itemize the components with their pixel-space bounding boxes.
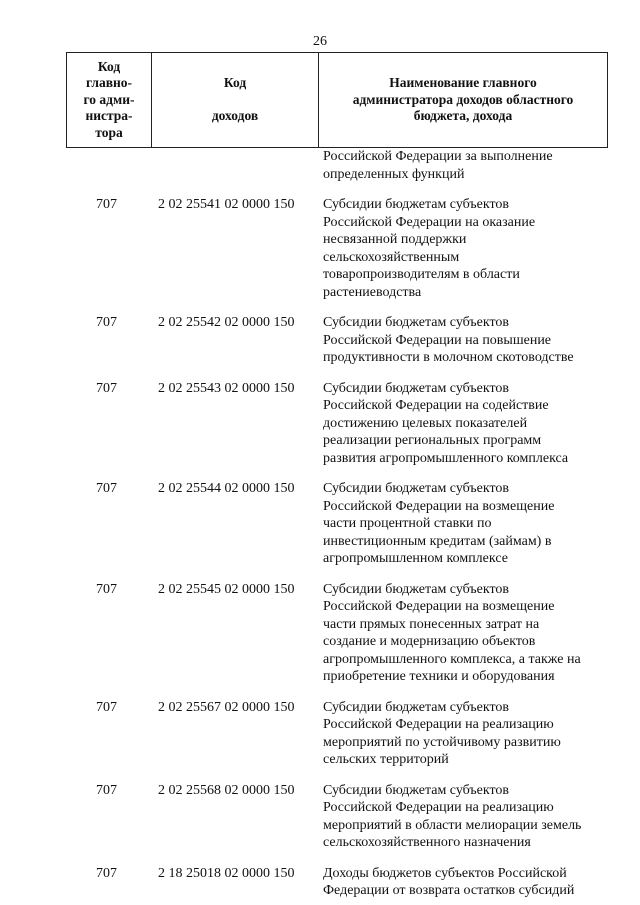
row-income-code: 2 02 25543 02 0000 150 <box>158 380 295 396</box>
row-admin-code: 707 <box>96 197 117 212</box>
header-cell-name <box>319 53 607 147</box>
table-row <box>66 865 608 900</box>
row-admin-code: 707 <box>96 380 117 396</box>
table-row <box>66 782 608 852</box>
table-row <box>66 314 608 367</box>
table-header <box>66 52 608 148</box>
row-income-code: 2 02 25568 02 0000 150 <box>158 782 295 798</box>
row-name: Субсидии бюджетам субъектов Российской Федерации на реализацию мероприятий по устойчивому развитию сельских территорий <box>323 699 561 767</box>
row-admin-code: 707 <box>96 699 117 715</box>
row-income-code: 2 02 25567 02 0000 150 <box>158 699 295 715</box>
header-cell-income-code <box>152 53 319 147</box>
row-name: Доходы бюджетов субъектов Российской Федерации от возврата остатков субсидий <box>323 865 575 898</box>
table-row <box>66 196 608 301</box>
row-admin-code: 707 <box>96 782 117 798</box>
row-name: Субсидии бюджетам субъектов Российской Федерации на возмещение части прямых понесенных затрат на создание и модернизацию объектов агропромышленного комплекса, а также на приобретение техники и оборудования <box>323 581 581 684</box>
row-admin-code: 707 <box>96 481 117 496</box>
row-admin-code: 707 <box>96 315 117 330</box>
table-row <box>66 380 608 468</box>
table-row <box>66 699 608 769</box>
row-name: Субсидии бюджетам субъектов Российской Федерации на повышение продуктивности в молочном скотоводстве <box>323 315 574 365</box>
table-row <box>66 581 608 686</box>
row-name: Субсидии бюджетам субъектов Российской Федерации на содействие достижению целевых показателей реализации региональных программ развития агропромышленного комплекса <box>323 380 569 466</box>
row-name: Российской Федерации за выполнение определенных функций <box>323 149 553 182</box>
row-admin-code <box>66 148 151 183</box>
row-name: Субсидии бюджетам субъектов Российской Федерации на возмещение части процентной ставки по инвестиционным кредитам (займам) в агропромышленном комплексе <box>323 481 555 566</box>
row-income-code: 2 02 25544 02 0000 150 <box>158 481 295 496</box>
row-income-code: 2 02 25545 02 0000 150 <box>158 581 295 597</box>
row-income-code: 2 02 25542 02 0000 150 <box>158 315 295 330</box>
table-row <box>66 480 608 568</box>
row-income-code: 2 18 25018 02 0000 150 <box>158 865 295 881</box>
row-name: Субсидии бюджетам субъектов Российской Федерации на оказание несвязанной поддержки сельскохозяйственным товаропроизводителям в области растениеводства <box>323 197 536 300</box>
row-income-code: 2 02 25541 02 0000 150 <box>158 197 295 212</box>
row-income-code <box>151 148 323 183</box>
header-cell-admin-code <box>67 53 152 147</box>
row-name: Субсидии бюджетам субъектов Российской Федерации на реализацию мероприятий в области мелиорации земель сельскохозяйственного назначения <box>323 782 582 850</box>
table-row <box>66 148 608 183</box>
row-admin-code: 707 <box>96 865 117 881</box>
row-admin-code: 707 <box>96 581 117 597</box>
table-body <box>66 148 608 900</box>
header-name-label: Наименование главного администратора доходов областного бюджета, дохода <box>352 75 574 124</box>
page-number: 26 <box>313 34 327 49</box>
header-income-code-label: Код доходов <box>211 75 259 124</box>
header-admin-code-label: Код главно- го адми- нистра- тора <box>83 58 135 140</box>
